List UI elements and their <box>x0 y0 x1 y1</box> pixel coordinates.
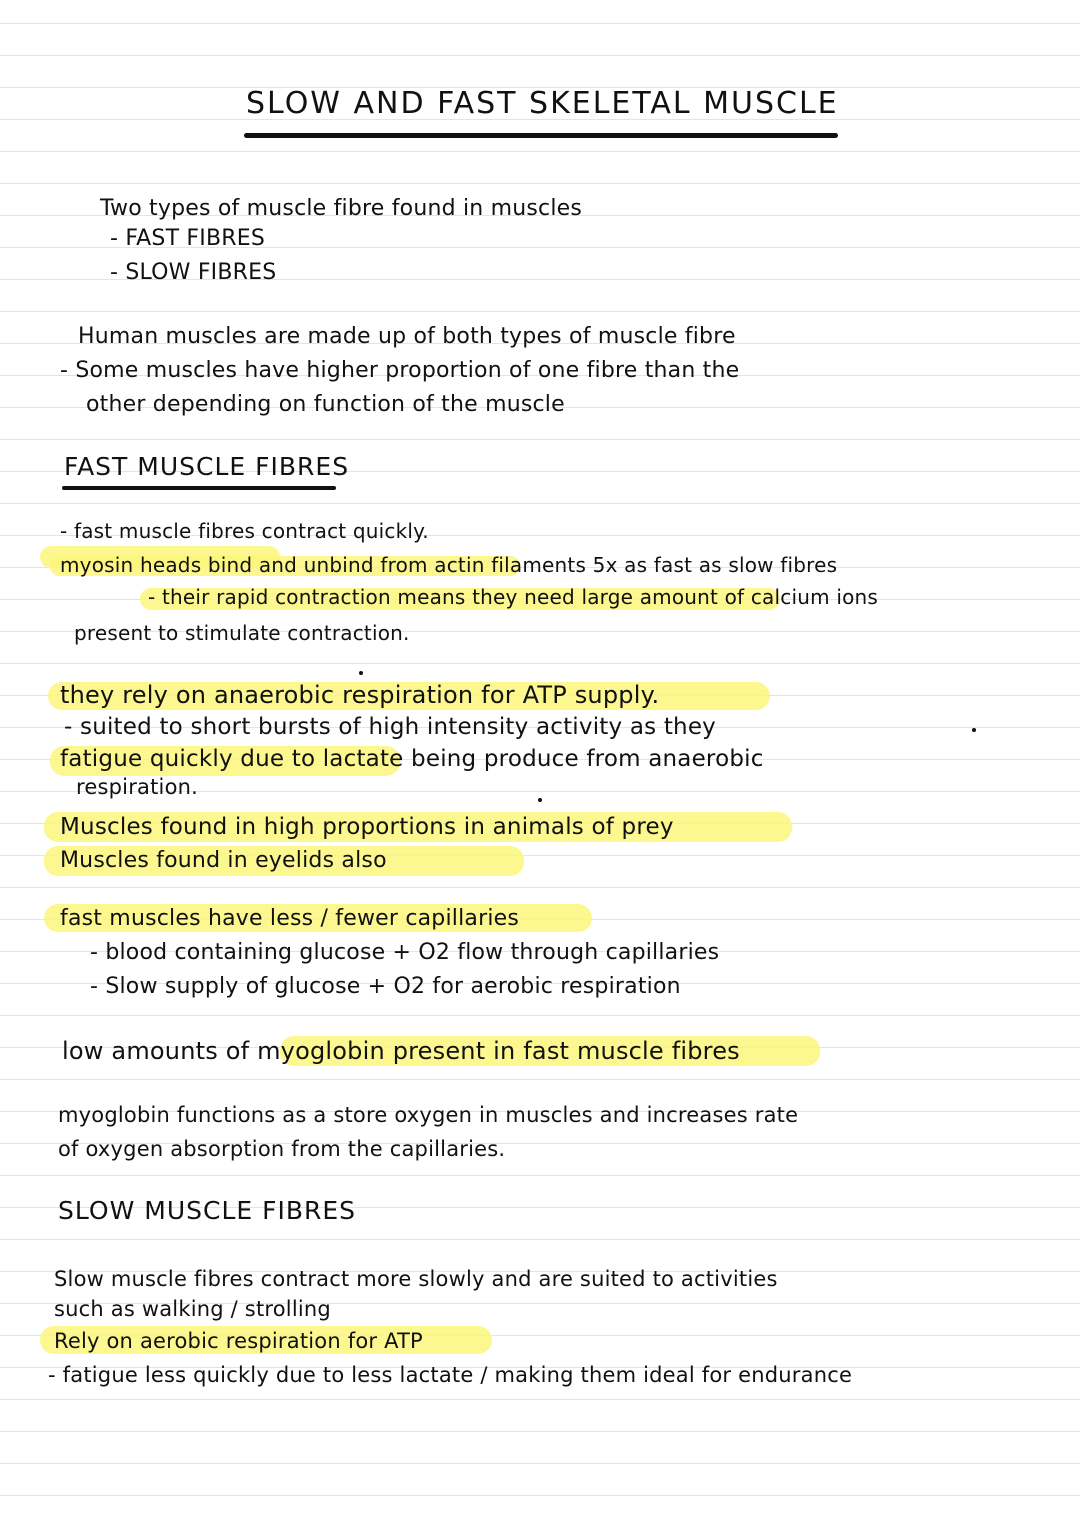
page-title: SLOW AND FAST SKELETAL MUSCLE <box>246 86 839 121</box>
ink-dot <box>972 728 976 732</box>
slow-text-line: Slow muscle fibres contract more slowly and are suited to activities <box>54 1267 778 1291</box>
overview-line: - Some muscles have higher proportion of one fibre than the <box>60 358 740 383</box>
heading-underline <box>62 486 336 490</box>
fast-text-line: - blood containing glucose + O2 flow through capillaries <box>90 940 720 965</box>
title-underline <box>244 133 838 138</box>
ink-dot <box>538 798 542 802</box>
fast-text-line: Muscles found in eyelids also <box>60 848 387 873</box>
intro-line: Two types of muscle fibre found in muscles <box>100 196 583 221</box>
fast-text-line: myoglobin functions as a store oxygen in muscles and increases rate <box>58 1103 799 1127</box>
fast-text-line: they rely on anaerobic respiration for ATP supply. <box>60 681 660 709</box>
intro-list-item: - SLOW FIBRES <box>110 260 277 285</box>
section-heading-slow: SLOW MUSCLE FIBRES <box>58 1196 357 1225</box>
slow-text-line: such as walking / strolling <box>54 1297 331 1321</box>
fast-text-line: fatigue quickly due to lactate being produce from anaerobic <box>60 746 764 772</box>
fast-text-line: of oxygen absorption from the capillaries. <box>58 1137 506 1161</box>
overview-line: Human muscles are made up of both types of muscle fibre <box>78 324 736 349</box>
fast-text-line: - Slow supply of glucose + O2 for aerobic respiration <box>90 974 681 999</box>
fast-text-line: - suited to short bursts of high intensity activity as they <box>64 714 716 740</box>
ink-dot <box>359 671 363 675</box>
fast-text-line: - fast muscle fibres contract quickly. <box>60 519 429 543</box>
fast-text-line: present to stimulate contraction. <box>74 621 410 645</box>
overview-line: other depending on function of the muscle <box>86 392 565 417</box>
fast-text-line: low amounts of myoglobin present in fast muscle fibres <box>62 1037 740 1065</box>
fast-text-line: - their rapid contraction means they need large amount of calcium ions <box>148 585 879 609</box>
fast-text-line: respiration. <box>76 775 199 799</box>
fast-text-line: myosin heads bind and unbind from actin filaments 5x as fast as slow fibres <box>60 553 838 577</box>
section-heading-fast: FAST MUSCLE FIBRES <box>64 452 350 481</box>
slow-text-line: Rely on aerobic respiration for ATP <box>54 1329 423 1353</box>
slow-text-line: - fatigue less quickly due to less lactate / making them ideal for endurance <box>48 1363 853 1387</box>
fast-text-line: Muscles found in high proportions in animals of prey <box>60 814 674 840</box>
fast-text-line: fast muscles have less / fewer capillaries <box>60 906 520 931</box>
intro-list-item: - FAST FIBRES <box>110 226 265 251</box>
